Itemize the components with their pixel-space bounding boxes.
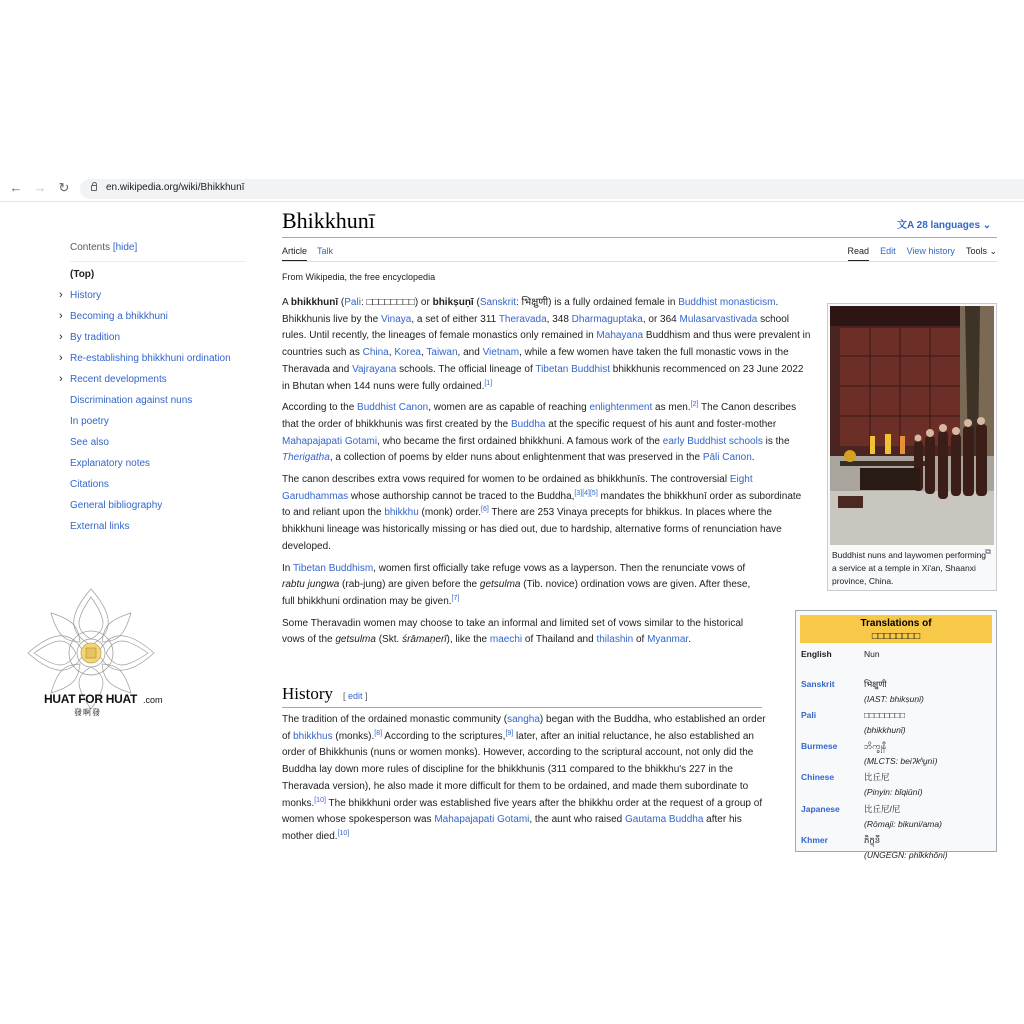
infobox-value (864, 647, 994, 662)
view-tabs (837, 246, 997, 261)
paragraph-3: The canon describes extra vows required for women to be ordained as bhikkhunīs. The controversial Eight Garudhammas whose authorship cannot be traced to the Buddha,[3][4][5] mandates the bhikkhunī order as subordinate to and reliant upon the bhikkhu (monk) order.[6] There are 253 Vinaya precepts for bhikkus. In places where the bhikkhuni lineage was historically missing or has died out, due to hardship, alternative forms of renunciation have developed. (282, 474, 802, 552)
tools-menu[interactable]: Tools ⌄ (965, 246, 997, 256)
toc-item[interactable] (59, 306, 246, 327)
paragraph-1: A bhikkhunī (Pali: □□□□□□□□) or bhikṣuṇī (Sanskrit: भिक्षुणी) is a fully ordained female in Buddhist monasticism. Bhikkhunis live by the Vinaya, a set of either 311 Theravada, 348 Dharmaguptaka, or 364 Mulasarvastivada school rules. Until recently, the lineages of female monastics only remained in Mahayana Buddhism and thus were prevalent in countries such as China, Korea, Taiwan, and Vietnam, while a few women have taken the full monastic vows in the Theravada and Vajrayana schools. The official lineage of Tibetan Buddhist bhikkhunis recommenced on 23 June 2022 in Bhutan when 144 nuns were fully ordained.[1] (282, 297, 811, 392)
chevron-right-icon[interactable]: › (59, 373, 63, 385)
infobox-term: Nun (864, 649, 880, 659)
toc-item-label: External links (70, 521, 130, 532)
infobox-language[interactable]: Sanskrit (801, 679, 835, 689)
infobox-term: 比丘尼 (864, 772, 890, 782)
infobox-language[interactable]: Chinese (801, 772, 835, 782)
infobox-language[interactable]: Burmese (801, 741, 838, 751)
infobox-romanization: (bhikkhunī) (864, 725, 906, 735)
toc-item[interactable] (59, 348, 246, 369)
toc-list (59, 264, 246, 537)
infobox-romanization: (Pinyin: bǐqiūní) (864, 787, 923, 797)
infobox-value (864, 770, 994, 800)
infobox-value (864, 802, 994, 832)
infobox-romanization: (IAST: bhikṣuṇī) (864, 694, 924, 704)
toc-item-label: Becoming a bhikkhuni (70, 311, 168, 322)
toc-item-label: By tradition (70, 332, 121, 343)
toc-item-label: See also (70, 437, 109, 448)
back-icon[interactable]: ← (9, 180, 23, 195)
article-image-figure (827, 303, 997, 591)
infobox-romanization: (Rōmaji: bikuni/ama) (864, 819, 942, 829)
tab-read[interactable]: Read (848, 246, 870, 261)
toc-item-label: (Top) (70, 269, 95, 280)
page-title: Bhikkhunī (282, 208, 375, 233)
toc-item-label: General bibliography (70, 500, 163, 511)
infobox-language[interactable]: Pali (801, 710, 817, 720)
watermark-text: HUAT FOR HUAT (44, 692, 137, 706)
tagline: From Wikipedia, the free encyclopedia (282, 272, 436, 282)
toc-item[interactable] (59, 369, 246, 390)
toc-item-label: In poetry (70, 416, 109, 427)
infobox-term: ဘိက္ခုနီ (864, 741, 887, 751)
infobox-romanization: (UNGEGN: phĭkkhŏni) (864, 850, 948, 860)
tab-view-history[interactable]: View history (906, 246, 955, 256)
browser-window (0, 176, 1024, 860)
infobox-value (864, 708, 994, 738)
paragraph-4: In Tibetan Buddhism, women first officially take refuge vows as a layperson. Then the renunciate vows of rabtu jungwa (rab-jung) are given before the getsulma (Tib. novice) ordination vows are given. After these, full bhikkhuni ordination may be given.[7] (282, 562, 751, 607)
address-bar[interactable] (80, 179, 1024, 199)
infobox-value (864, 833, 994, 863)
toc-item[interactable] (70, 432, 246, 453)
watermark-suffix: .com (143, 695, 163, 705)
edit-section-link[interactable]: edit (348, 691, 363, 701)
toc-item[interactable] (70, 495, 246, 516)
title-divider (282, 237, 997, 238)
photo-graphic (830, 306, 994, 545)
translate-icon: 文A (897, 220, 917, 231)
infobox-term: भिक्षुणी (864, 679, 887, 689)
chevron-right-icon[interactable]: › (59, 289, 63, 301)
toc-heading: Contents [hide] (70, 242, 246, 262)
watermark-sub: 發啊發 (74, 708, 101, 717)
paragraph-5: Some Theravadin women may choose to take an informal and limited set of vows similar to the historical vows of the getsulma (Skt. śrāmaṇerī), like the maechi of Thailand and thilashin of Myanmar. (282, 617, 744, 646)
tab-talk[interactable]: Talk (317, 246, 334, 256)
infobox-language[interactable]: Khmer (801, 835, 828, 845)
infobox-language: English (801, 649, 832, 659)
namespace-tabs (282, 246, 343, 261)
infobox-value (864, 739, 994, 769)
history-paragraph: The tradition of the ordained monastic community (sangha) began with the Buddha, who established an order of bhikkhus (monks).[8] According to the scriptures,[9] later, after an initial reluctance, he also established an order of Bhikkhunis (nuns or women monks). However, according to the scriptural account, not only did the Buddha lay down more rules of discipline for the bhikkhunis (311 compared to the bhikkhu's 227 in the Theravada version), he also made it more difficult for them to be ordained, and made them subordinate to monks.[10] The bhikkhuni order was established five years after the bhikkhu order at the request of a group of women whose spokesperson was Mahapajapati Gotami, the aunt who raised Gautama Buddha after his mother died.[10] (282, 714, 766, 842)
infobox-title: Translations of □□□□□□□□ (800, 615, 992, 643)
toc-item[interactable] (59, 285, 246, 306)
infobox-romanization: (MLCTS: beiʔkʰṵnì) (864, 756, 938, 766)
toc-item[interactable] (70, 411, 246, 432)
toc-item-label: Discrimination against nuns (70, 395, 193, 406)
reload-icon[interactable]: ↻ (58, 180, 70, 195)
toc-item[interactable] (70, 264, 246, 285)
infobox-term: □□□□□□□□ (864, 710, 906, 720)
tabs-divider (282, 261, 997, 262)
toc-item[interactable] (70, 516, 246, 537)
chevron-down-icon: ⌄ (982, 220, 992, 231)
tab-edit[interactable]: Edit (880, 246, 896, 256)
forward-icon[interactable]: → (33, 180, 47, 195)
infobox-value (864, 677, 994, 707)
toc-item[interactable] (70, 474, 246, 495)
toc-item[interactable] (70, 453, 246, 474)
paragraph-2: According to the Buddhist Canon, women are as capable of reaching enlightenment as men.[2] The Canon describes that the order of bhikkhunis was first created by the Buddha at the specific request of his aunt and foster-mother Mahapajapati Gotami, who became the first ordained bhikkhuni. A famous work of the early Buddhist schools is the Therigatha, a collection of poems by elder nuns about enlightenment that was preserved in the Pāli Canon. (282, 401, 797, 464)
toc-hide-link[interactable]: [hide] (112, 242, 138, 253)
translations-infobox (795, 610, 997, 860)
article-body (282, 295, 812, 654)
infobox-term: 比丘尼/尼 (864, 804, 901, 814)
chevron-right-icon[interactable]: › (59, 310, 63, 322)
url-text: en.wikipedia.org/wiki/Bhikkhunī (106, 182, 245, 193)
chevron-right-icon[interactable]: › (59, 352, 63, 364)
toc-item-label: Citations (70, 479, 109, 490)
table-of-contents (59, 242, 246, 537)
toc-item-label: Re-establishing bhikkhuni ordination (70, 353, 231, 364)
section-heading-history: History [ edit ] (282, 684, 762, 708)
image-caption: Buddhist nuns and laywomen performing a service at a temple in Xi'an, Shaanxi province, China. (832, 550, 987, 586)
toc-item-label: History (70, 290, 102, 301)
infobox-term: ភិក្ខុនី (864, 835, 881, 845)
lock-icon (91, 185, 97, 191)
toc-item[interactable] (70, 390, 246, 411)
enlarge-icon[interactable]: ⧉ (985, 547, 991, 556)
toc-item-label: Recent developments (70, 374, 167, 385)
browser-toolbar (0, 176, 1024, 202)
chevron-right-icon[interactable]: › (59, 331, 63, 343)
temple-photo[interactable] (830, 306, 994, 545)
languages-button[interactable]: 文A 28 languages ⌄ (897, 220, 992, 231)
watermark-logo (12, 575, 171, 733)
toc-item[interactable] (59, 327, 246, 348)
infobox-language[interactable]: Japanese (801, 804, 840, 814)
toc-item-label: Explanatory notes (70, 458, 151, 469)
tab-article[interactable]: Article (282, 246, 307, 261)
